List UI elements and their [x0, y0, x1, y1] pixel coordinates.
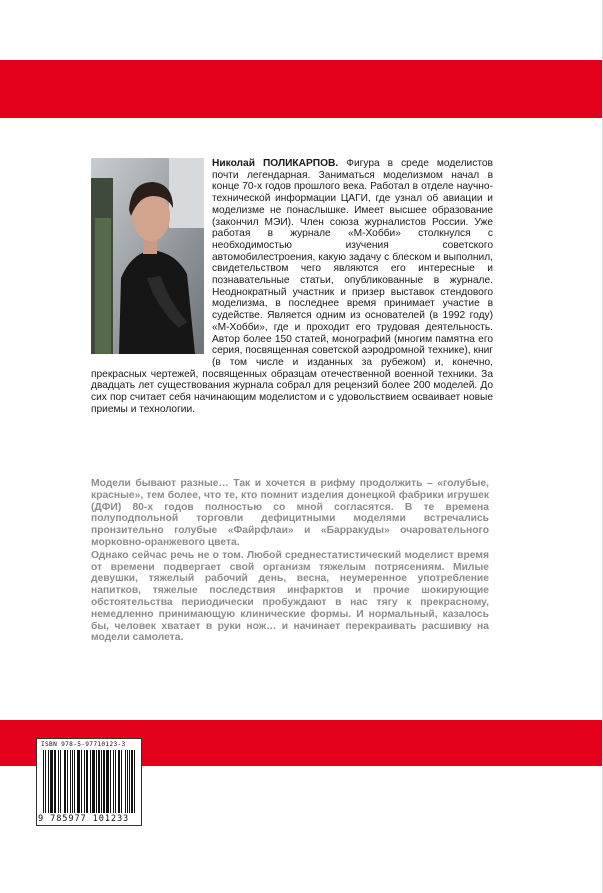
review-paragraph-1: Модели бывают разные… Так и хочется в рифму продолжить – «голубые, красные», тем более, что те, кто помнит изделия донецкой фабрики игрушек (ДФИ) 80-х годов полностью со мной согласятся. В те времена полуподпольной торговли дефицитными моделями встречались пронзительно голубые «Файрфлаи» и «Барракуды» очаровательного морковно-оранжевого цвета. — [91, 478, 489, 548]
isbn-number: ISBN 978-5-97710123-3 — [41, 741, 126, 748]
review-text — [91, 478, 489, 644]
author-bio-text: Фигура в среде моделистов почти легендарная. Заниматься моделизмом начал в конце 70-х годов прошлого века. Работал в отделе научно-технической информации ЦАГИ, где узнал об авиации и моделизме не понаслышке. Имеет высшее образование (закончил МЭИ). Член союза журналистов России. Уже работая в журнале «М-Хобби» столкнулся с необходимостью изучения советского автомобилестроения, какую задачу с блеском и выполнил, свидетельством чего являются его интересные и познавательные статьи, опубликованные в журнале. Неоднократный участник и призер выставок стендового моделизма, в последнее время принимает участие в судействе. Является одним из основателей (в 1992 году) «М-Хобби», где и проходит его трудовая деятельность. Автор более 150 статей, монографий (многим памятна его серия, посвященная советской аэродромной технике), книг (в том числе и изданных за рубежом) и, конечно, прекрасных чертежей, посвященных образцам отечественной военной техники. За двадцать лет существования журнала собрал для рецензий более 200 моделей. До сих пор считает себя начинающим моделистом и с удовольствием осваивает новые приемы и технологии. — [91, 158, 493, 415]
author-bio — [91, 158, 493, 415]
isbn-barcode — [36, 738, 142, 826]
ean-number: 9 785977 101233 — [38, 814, 130, 824]
review-paragraph-2: Однако сейчас речь не о том. Любой среднестатистический моделист время от времени подвергает свой организм тяжелым потрясениям. Милые девушки, тяжелый рабочий день, весна, неумеренное употребление напитков, тяжелые последствия инфарктов и прочие шокирующие обстоятельства периодически пробуждают в нас тягу к прекрасному, немедленно принимающую клинические формы. И нормальный, казалось бы, человек хватает в руки нож… и начинает перекраивать расшивку на модели самолета. — [91, 549, 489, 644]
barcode-bars — [43, 750, 135, 813]
author-name: Николай ПОЛИКАРПОВ. — [212, 158, 339, 169]
top-red-band — [0, 60, 603, 118]
